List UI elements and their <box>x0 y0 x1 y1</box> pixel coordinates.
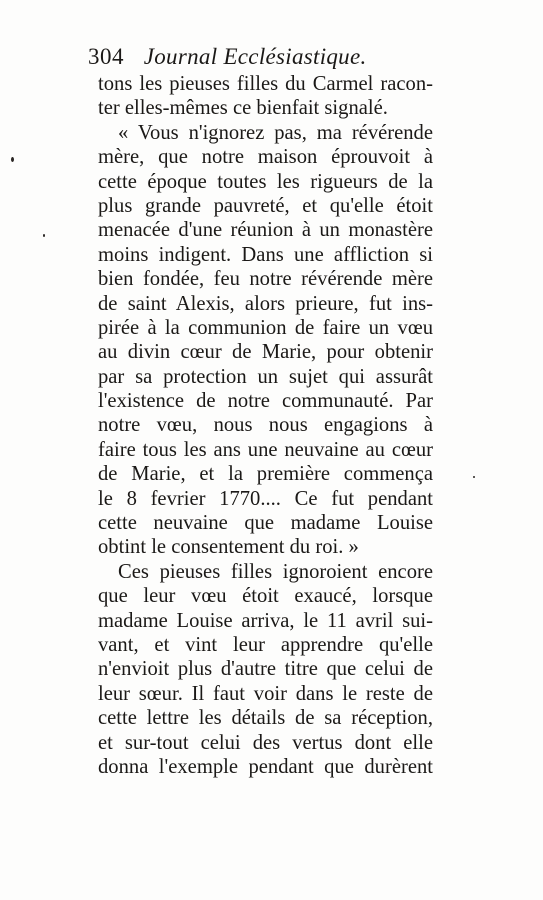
text-line: madame Louise arriva, le 11 avril sui- <box>98 609 433 632</box>
text-line: cette époque toutes les rigueurs de la <box>98 170 433 193</box>
text-line: par sa protection un sujet qui assurât <box>98 365 433 388</box>
text-line: bien fondée, feu notre révérende mère <box>98 268 433 291</box>
text-line: menacée d'une réunion à un monastère <box>98 219 433 242</box>
text-line: au divin cœur de Marie, pour obtenir <box>98 341 433 364</box>
text-line: l'existence de notre communauté. Par <box>98 390 433 413</box>
text-line: « Vous n'ignorez pas, ma révérende <box>118 121 433 144</box>
text-line: ter elles-mêmes ce bienfait signalé. <box>98 97 388 120</box>
text-line: obtint le consentement du roi. » <box>98 536 359 559</box>
text-line: donna l'exemple pendant que durèrent <box>98 755 433 778</box>
text-line: pirée à la communion de faire un vœu <box>98 316 433 339</box>
ink-speck <box>43 234 45 237</box>
body-text <box>98 72 433 779</box>
text-line: Ces pieuses filles ignoroient encore <box>118 560 433 583</box>
text-line: plus grande pauvreté, et qu'elle étoit <box>98 194 433 217</box>
text-line: le 8 fevrier 1770.... Ce fut pendant <box>98 487 433 510</box>
text-line: de Marie, et la première commença <box>98 463 433 486</box>
text-line: que leur vœu étoit exaucé, lorsque <box>98 585 433 608</box>
text-line: mère, que notre maison éprouvoit à <box>98 146 433 169</box>
page-number: 304 <box>88 44 124 69</box>
ink-speck <box>11 157 14 162</box>
text-line: moins indigent. Dans une affliction si <box>98 243 433 266</box>
text-line: et sur-tout celui des vertus dont elle <box>98 731 433 754</box>
text-line: notre vœu, nous nous engagions à <box>98 414 433 437</box>
ink-speck <box>473 476 475 478</box>
text-line: cette lettre les détails de sa réception, <box>98 707 433 730</box>
text-line: vant, et vint leur apprendre qu'elle <box>98 633 433 656</box>
text-line: cette neuvaine que madame Louise <box>98 512 433 535</box>
text-line: faire tous les ans une neuvaine au cœur <box>98 438 433 461</box>
text-line: leur sœur. Il faut voir dans le reste de <box>98 682 433 705</box>
text-line: tons les pieuses filles du Carmel racon- <box>98 73 433 95</box>
page-header <box>88 42 448 72</box>
running-title: Journal Ecclésiastique. <box>143 44 367 69</box>
text-line: de saint Alexis, alors prieure, fut ins- <box>98 292 433 315</box>
text-line: n'envioit plus d'autre titre que celui de <box>98 658 433 681</box>
